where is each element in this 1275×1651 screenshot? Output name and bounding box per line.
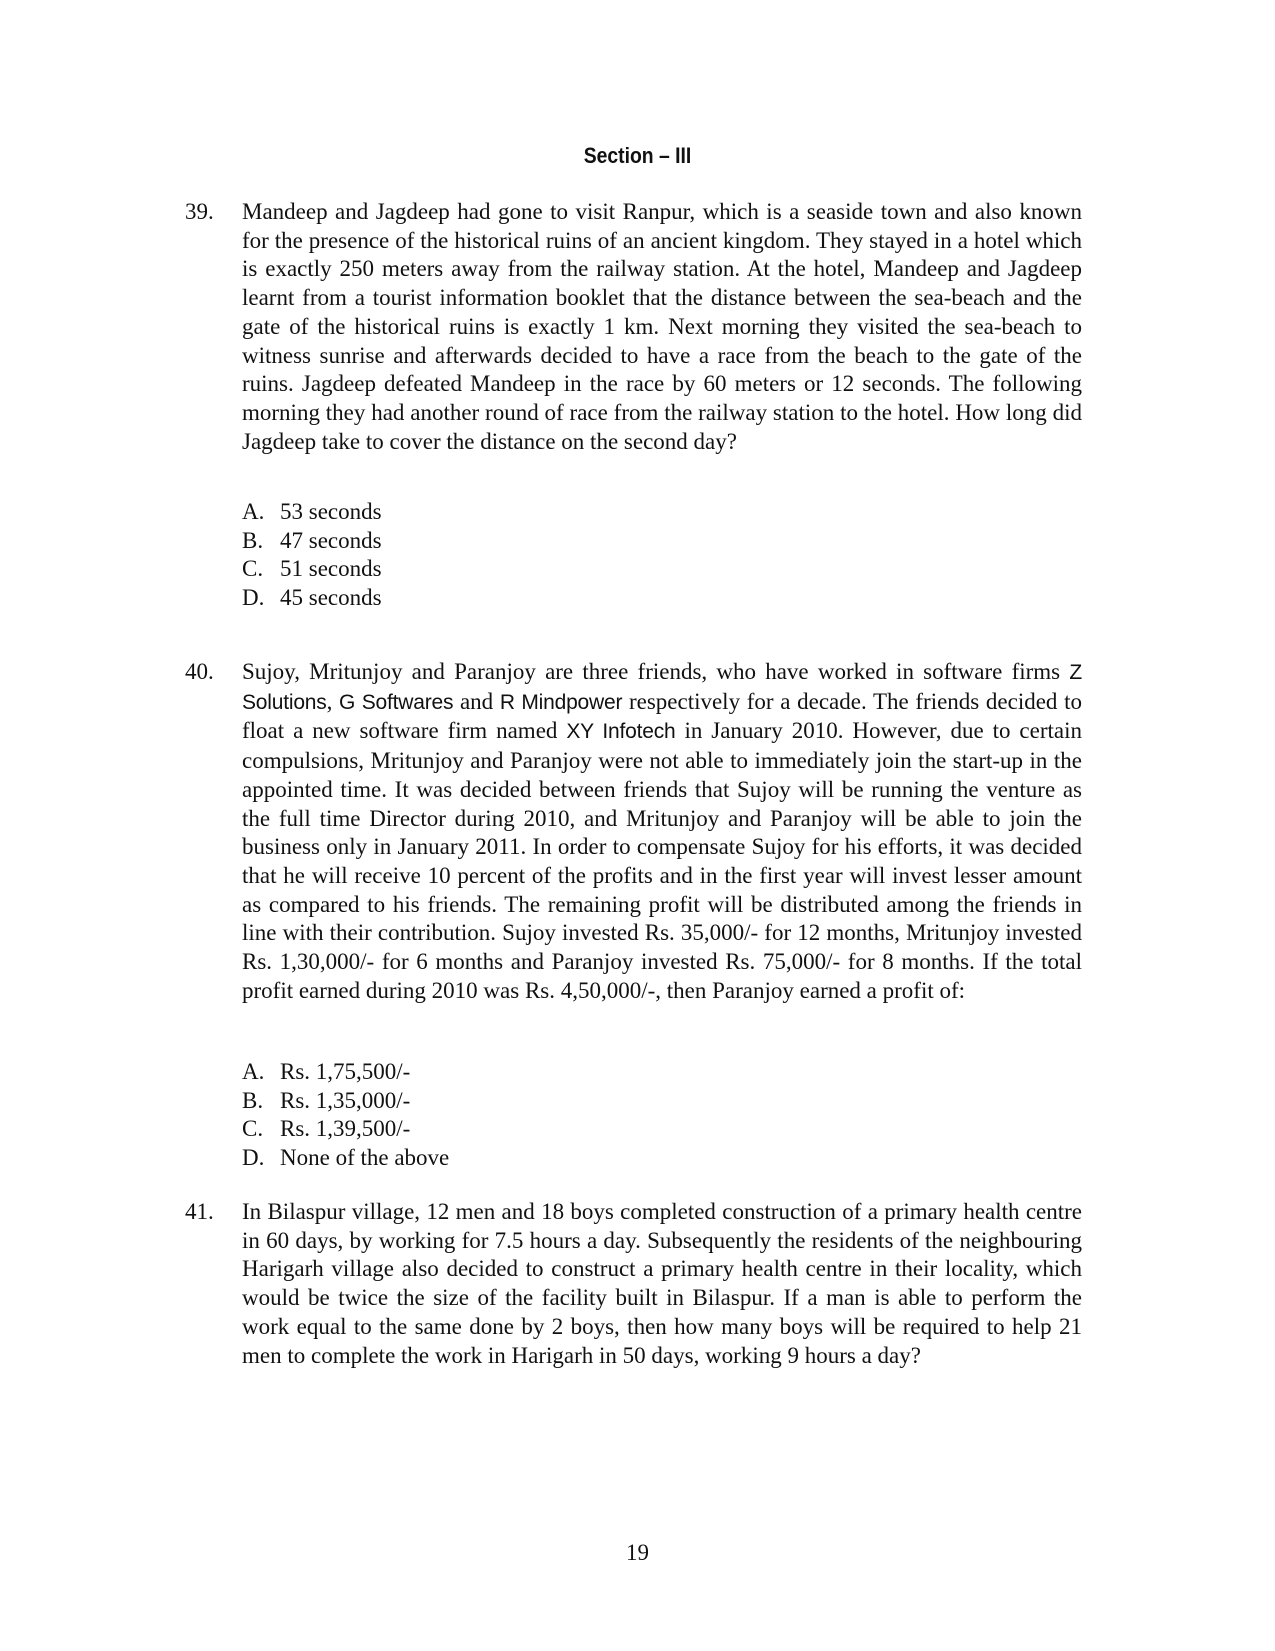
question-text: Sujoy, Mritunjoy and Paranjoy are three friends, who have worked in software firms Z Solutions, G Softwares and R Mindpower respectively for a decade. The friends decided to float a new software firm named XY Infotech in January 2010. However, due to certain compulsions, Mritunjoy and Paranjoy were not able to immediately join the start-up in the appointed time. It was decided between friends that Sujoy will be running the venture as the full time Director during 2010, and Mritunjoy and Paranjoy will be able to join the business only in January 2011. In order to compensate Sujoy for his efforts, it was decided that he will receive 10 percent of the profits and in the first year will invest lesser amount as compared to his friends. The remaining profit will be distributed among the friends in line with their contribution. Sujoy invested Rs. 35,000/- for 12 months, Mritunjoy invested Rs. 1,30,000/- for 6 months and Paranjoy invested Rs. 75,000/- for 8 months. If the total profit earned during 2010 was Rs. 4,50,000/-, then Paranjoy earned a profit of: xyxy=(242,659,1082,1003)
option-d: D. None of the above xyxy=(242,1145,450,1171)
question-text: In Bilaspur village, 12 men and 18 boys completed construction of a primary health centre in 60 days, by working for 7.5 hours a day. Subsequently the residents of the neighbouring Harigarh village also decided to construct a primary health centre in their locality, which would be twice the size of the facility built in Bilaspur. If a man is able to perform the work equal to the same done by 2 boys, then how many boys will be required to help 21 men to complete the work in Harigarh in 50 days, working 9 hours a day? xyxy=(242,1199,1082,1368)
option-a: A. Rs. 1,75,500/- xyxy=(242,1059,411,1084)
section-title: Section – III xyxy=(583,143,692,168)
firm-name: Z Solutions xyxy=(242,661,1082,714)
option-b: B. Rs. 1,35,000/- xyxy=(242,1087,411,1113)
option-b: B. 47 seconds xyxy=(242,527,382,553)
question-text: Mandeep and Jagdeep had gone to visit Ranpur, which is a seaside town and also known for the presence of the historical ruins of an ancient kingdom. They stayed in a hotel which is exactly 250 meters away from the railway station. At the hotel, Mandeep and Jagdeep learnt from a tourist information booklet that the distance between the sea-beach and the gate of the historical ruins is exactly 1 km. Next morning they visited the sea-beach to witness sunrise and afterwards decided to have a race from the beach to the gate of the ruins. Jagdeep defeated Mandeep in the race by 60 meters or 12 seconds. The following morning they had another round of race from the railway station to the hotel. How long did Jagdeep take to cover the distance on the second day? xyxy=(242,199,1082,454)
options-list xyxy=(242,498,382,613)
page-number: 19 xyxy=(626,1540,649,1565)
question-number: 40. xyxy=(185,659,214,684)
option-a: A. 53 seconds xyxy=(242,499,382,524)
option-c: C. 51 seconds xyxy=(242,556,382,582)
firm-name: R Mindpower xyxy=(499,690,623,714)
option-c: C. Rs. 1,39,500/- xyxy=(242,1116,411,1142)
option-d: D. 45 seconds xyxy=(242,585,382,611)
firm-name: XY Infotech xyxy=(566,720,676,744)
question-number: 39. xyxy=(185,199,214,224)
question-number: 41. xyxy=(185,1199,214,1224)
firm-name: G Softwares xyxy=(339,690,454,714)
options-list xyxy=(242,1058,449,1173)
